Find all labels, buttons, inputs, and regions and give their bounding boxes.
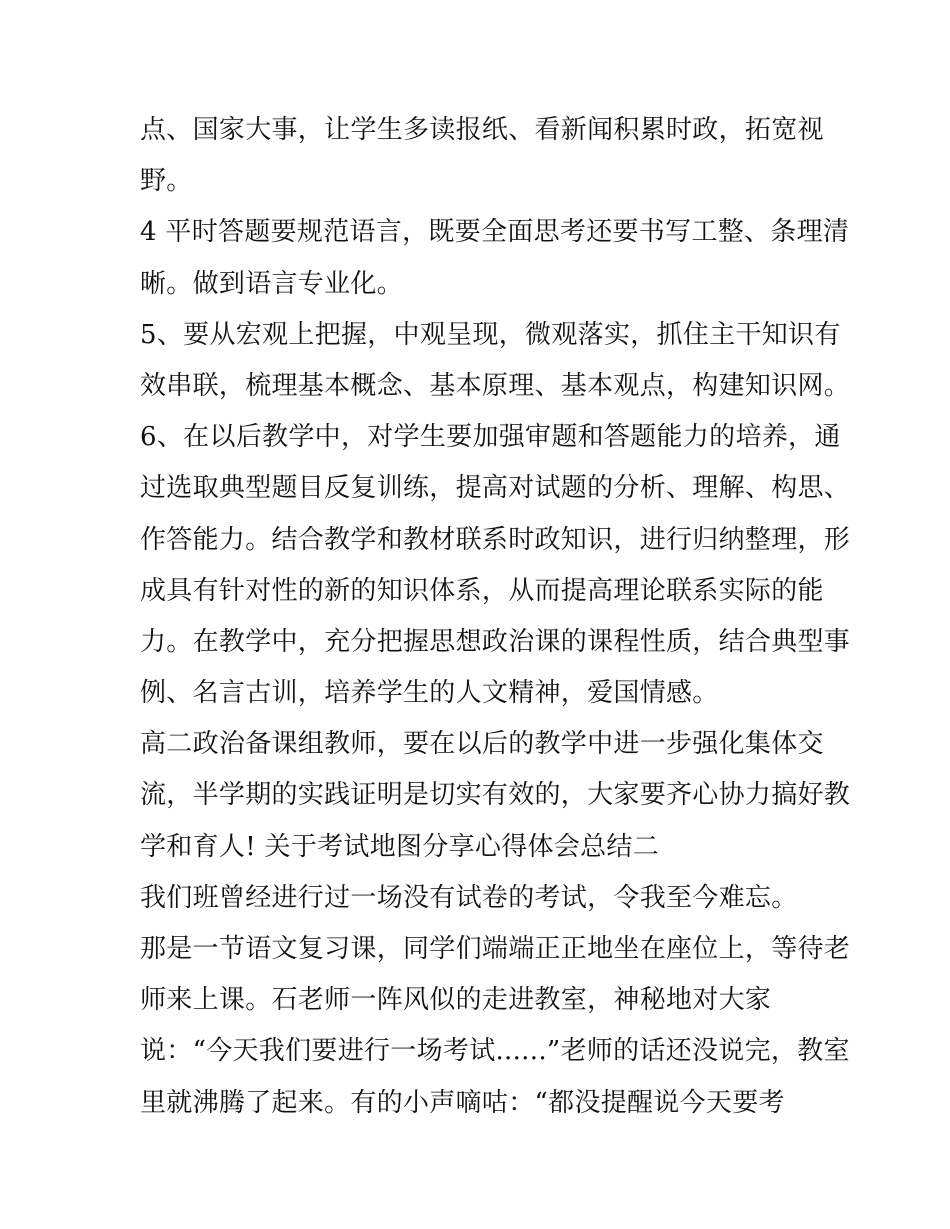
- text-line: 流，半学期的实践证明是切实有效的，大家要齐心协力搞好教: [140, 780, 851, 811]
- text-line: 点、国家大事，让学生多读报纸、看新闻积累时政，拓宽视: [140, 115, 824, 145]
- text-line: 晰。做到语言专业化。: [140, 268, 404, 299]
- text-line: 野。: [140, 166, 193, 197]
- text-line: 效串联，梳理基本概念、基本原理、基本观点，构建知识网。: [140, 370, 851, 401]
- text-line: 作答能力。结合教学和教材联系时政知识，进行归纳整理，形: [140, 524, 851, 555]
- text-line: 高二政治备课组教师，要在以后的教学中进一步强化集体交: [140, 729, 824, 760]
- text-line: 里就沸腾了起来。有的小声嘀咕：“都没提醒说今天要考: [140, 1087, 785, 1118]
- text-line: 5、要从宏观上把握，中观呈现，微观落实，抓住主干知识有: [140, 319, 841, 350]
- text-line: 说：“今天我们要进行一场考试......”老师的话还没说完，教室: [140, 1036, 850, 1067]
- text-line: 力。在教学中，充分把握思想政治课的课程性质，结合典型事: [140, 626, 851, 657]
- text-line: 成具有针对性的新的知识体系，从而提高理论联系实际的能: [140, 575, 824, 606]
- text-line: 我们班曾经进行过一场没有试卷的考试，令我至今难忘。: [140, 882, 798, 913]
- text-line: 过选取典型题目反复训练，提高对试题的分析、理解、构思、: [140, 473, 851, 504]
- text-line: 6、在以后教学中，对学生要加强审题和答题能力的培养，通: [140, 422, 841, 453]
- text-line: 4 平时答题要规范语言，既要全面思考还要书写工整、条理清: [140, 217, 850, 248]
- document-page: [140, 105, 851, 1129]
- text-line: 那是一节语文复习课，同学们端端正正地坐在座位上，等待老: [140, 934, 851, 964]
- text-line: 学和育人! 关于考试地图分享心得体会总结二: [140, 831, 660, 862]
- text-line: 例、名言古训，培养学生的人文精神，爱国情感。: [140, 678, 719, 709]
- text-line: 师来上课。石老师一阵风似的走进教室，神秘地对大家: [140, 985, 772, 1016]
